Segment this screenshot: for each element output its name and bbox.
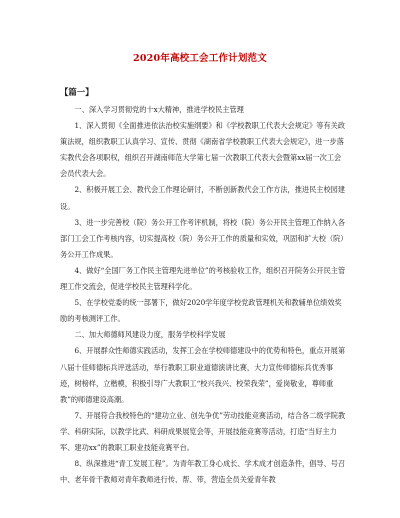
paragraph-7: 7、开展符合我校特色的“建功立业、创先争优”劳动技能竞赛活动，结合各二级学院教学、科研实际，以教学比武、科研成果展览会等，开展技能竞赛等活动，打造“当好主力军、建功xx”的教职工职业技能竞赛平台。	[60, 410, 346, 452]
document-title: 2020年高校工会工作计划范文	[133, 53, 267, 64]
paragraph-1: 1、深入贯彻《全面推进依法治校实施纲要》和《学校教职工代表大会规定》等有关政策法规，组织教职工认真学习、宣传、贯彻《湖南省学校教职工代表大会规定》，进一步落实教代会各项职权，组织召开湖南师范大学第七届一次教职工代表大会暨第xx届一次工会会员代表大会。	[60, 121, 346, 179]
paragraph-6: 6、开展群众性师德实践活动，发挥工会在学校师德建设中的优势和特色，重点开展第八届十佳师德标兵评选活动，举行教职工职业道德演讲比赛，大力宣传师德标兵优秀事迹，树榜样，立楷模，积极引导广大教职工“校兴我兴、校荣我荣”，爱岗敬业，尊师重教”的师德建设高潮。	[60, 346, 346, 404]
heading-two: 二、加大师德师风建设力度，服务学校科学发展	[74, 330, 226, 340]
heading-one: 一、深入学习贯彻党的十x大精神，推进学校民主管理	[74, 105, 244, 114]
section-label: 【篇一】	[60, 87, 94, 97]
paragraph-3: 3、进一步完善校（院）务公开工作考评机制，将校（院）务公开民主管理工作纳入各部门工会工作考核内容，切实提高校（院）务公开工作的质量和实效，巩固和扩大校（院）务公开工作成果。	[60, 217, 346, 259]
paragraph-8: 8、纵深推进“青工发展工程”。为青年教工身心成长、学术成才创造条件，倡导、号召中、老年骨干教师对青年教师进行传、帮、带，营造全员关爱青年教	[60, 459, 346, 485]
paragraph-2: 2、积极开展工会、教代会工作理论研讨，不断创新教代会工作方法，推进民主校园建设。	[60, 185, 346, 211]
document-body	[60, 102, 346, 488]
paragraph-4: 4、做好“全国厂务工作民主管理先进单位”的考核验收工作，组织召开院务公开民主管理工作交流会，促进学校民主管理科学化。	[60, 265, 346, 292]
paragraph-5: 5、在学校党委的统一部署下，做好2020学年度学校党政管理机关和教辅单位绩效奖励的考核测评工作。	[60, 298, 342, 324]
